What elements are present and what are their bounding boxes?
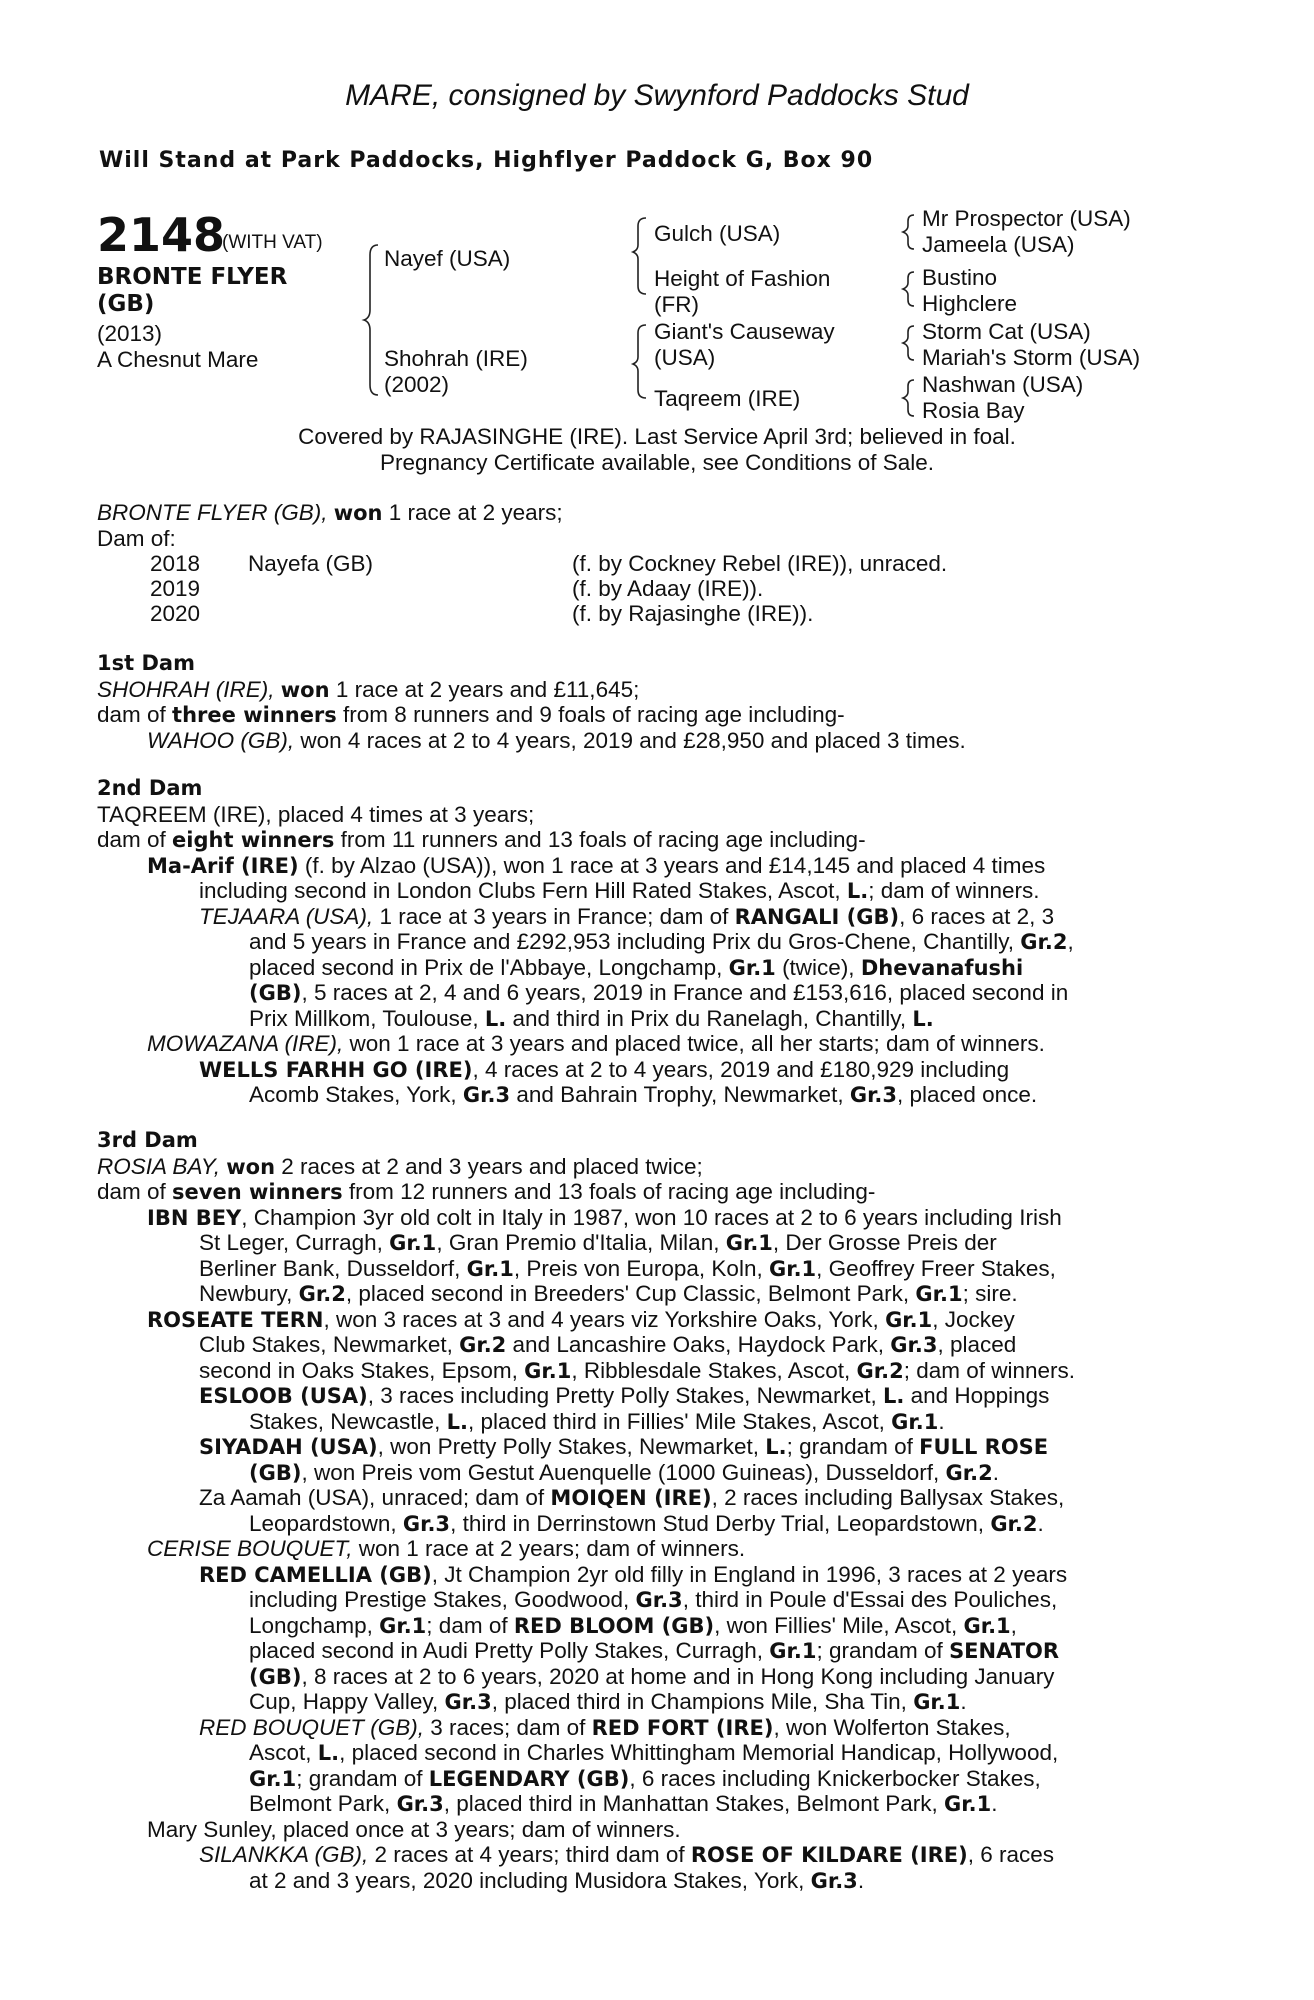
- section-heading: 1st Dam: [97, 651, 195, 675]
- produce-row: [150, 551, 200, 577]
- horse-ref: FULL ROSE: [919, 1435, 1049, 1459]
- horse-ref: CERISE BOUQUET,: [147, 1536, 353, 1561]
- grade: Gr.3: [396, 1792, 444, 1816]
- produce-detail: (f. by Cockney Rebel (IRE)), unraced.: [572, 551, 948, 576]
- text-span: ; grandam of: [296, 1765, 429, 1791]
- text-span: and third in Prix du Ranelagh, Chantilly,: [506, 1005, 913, 1031]
- gp-sds: Bustino: [922, 265, 998, 290]
- gp-dds: Nashwan (USA): [922, 372, 1084, 397]
- text-span: from 8 runners and 9 foals of racing age including-: [336, 702, 845, 727]
- text-line: [97, 827, 1197, 853]
- text-span: , placed third in Manhattan Stakes, Belmont Park,: [443, 1791, 945, 1816]
- text-line: [97, 728, 1197, 754]
- text-line: [97, 1057, 1197, 1083]
- text-span: St Leger, Curragh,: [199, 1230, 390, 1255]
- stand-line: Will Stand at Park Paddocks, Highflyer Paddock G, Box 90: [99, 148, 874, 173]
- text-span: Belmont Park,: [249, 1791, 397, 1816]
- first-dam-section: [97, 651, 1197, 753]
- text-span: ; dam of winners.: [903, 1357, 1076, 1383]
- horse-ref: MOWAZANA (IRE),: [147, 1031, 344, 1056]
- text-span: , placed third in Fillies' Mile Stakes, Ascot,: [467, 1408, 892, 1434]
- text-span: ,: [1067, 929, 1074, 954]
- text-span: , placed: [937, 1332, 1017, 1357]
- text-line: [97, 1082, 1197, 1108]
- produce-detail: (f. by Adaay (IRE)).: [572, 576, 764, 601]
- text-line: [97, 1230, 1197, 1256]
- text-span: 3 races; dam of: [424, 1714, 592, 1740]
- grade: Gr.1: [891, 1409, 939, 1434]
- text-span: , 5 races at 2, 4 and 6 years, 2019 in France and £153,616, placed second in: [301, 980, 1069, 1005]
- text-span: ; dam of: [426, 1612, 514, 1638]
- text-line: [97, 929, 1197, 955]
- horse-year: (2013): [97, 321, 163, 346]
- sire-sire: Gulch (USA): [654, 221, 781, 246]
- text-span: , 6 races including Knickerbocker Stakes,: [629, 1765, 1041, 1791]
- text-line: [97, 1638, 1197, 1664]
- grade: Gr.3: [890, 1333, 938, 1357]
- text-span: from 12 runners and 13 foals of racing age including-: [342, 1179, 876, 1204]
- grade: Gr.1: [885, 1307, 933, 1332]
- text-span: Prix Millkom, Toulouse,: [249, 1005, 485, 1031]
- text-span: from 11 runners and 13 foals of racing age including-: [334, 827, 866, 852]
- horse-name-ref: BRONTE FLYER (GB),: [97, 500, 328, 525]
- grade: Gr.3: [402, 1511, 451, 1536]
- text-span: , placed second in Charles Whittingham Memorial Handicap, Hollywood,: [339, 1740, 1059, 1765]
- grade: L.: [446, 1409, 468, 1434]
- text-line: [97, 1307, 1197, 1333]
- horse-ref: RED CAMELLIA (GB): [199, 1562, 432, 1587]
- text-span: ,: [1010, 1612, 1017, 1638]
- grade: Gr.2: [1020, 930, 1068, 954]
- dam-year: (2002): [384, 372, 450, 397]
- text-line: [97, 1332, 1197, 1358]
- text-span: at 2 and 3 years, 2020 including Musidora Stakes, York,: [249, 1867, 811, 1893]
- text-line: [97, 1664, 1197, 1690]
- text-span: , Champion 3yr old colt in Italy in 1987, won 10 races at 2 to 6 years including Irish: [241, 1204, 1062, 1230]
- grade: Gr.2: [459, 1333, 507, 1357]
- text-span: 2 races at 4 years; third dam of: [368, 1842, 691, 1867]
- grade: Gr.1: [524, 1358, 572, 1383]
- grade: Gr.2: [990, 1511, 1038, 1536]
- winners-count: eight winners: [172, 828, 335, 852]
- text-span: 1 race at 3 years in France; dam of: [373, 903, 735, 929]
- text-span: including second in London Clubs Fern Hill Rated Stakes, Ascot,: [199, 878, 847, 903]
- dam-dam: Taqreem (IRE): [654, 386, 801, 411]
- grade: Gr.3: [462, 1083, 511, 1107]
- horse-ref: SIYADAH (USA): [199, 1435, 378, 1459]
- text-span: Ascot,: [249, 1740, 318, 1765]
- text-span: won 4 races at 2 to 4 years, 2019 and £28,950 and placed 3 times.: [294, 727, 966, 753]
- text-line: [97, 1842, 1197, 1868]
- text-span: , won 3 races at 3 and 4 years viz Yorkshire Oaks, York,: [323, 1306, 886, 1332]
- text-span: , 8 races at 2 to 6 years, 2020 at home and in Hong Kong including January: [301, 1663, 1055, 1689]
- pregnancy-line: Pregnancy Certificate available, see Conditions of Sale.: [379, 450, 935, 475]
- text-span: including Prestige Stakes, Goodwood,: [249, 1587, 636, 1612]
- grade: Gr.1: [768, 1256, 817, 1281]
- text-span: , Der Grosse Preis der: [772, 1230, 997, 1255]
- horse-ref: (GB): [249, 1664, 302, 1689]
- horse-ref: Ma-Arif (IRE): [147, 853, 299, 878]
- text-span: , won Wolferton Stakes,: [773, 1714, 1011, 1740]
- text-span: .: [1037, 1510, 1044, 1536]
- text-span: Acomb Stakes, York,: [249, 1082, 463, 1107]
- sire-name: Nayef (USA): [384, 246, 511, 271]
- grade: Gr.1: [389, 1231, 437, 1255]
- produce-row: [150, 576, 200, 602]
- dam-sire-line1: Giant's Causeway: [654, 319, 835, 344]
- third-dam-section: [97, 1128, 1197, 1893]
- text-line: [97, 677, 1197, 703]
- text-line: [97, 1179, 1197, 1205]
- grade: L.: [846, 879, 869, 903]
- horse-ref: RED BLOOM (GB): [513, 1613, 715, 1638]
- section-heading: 2nd Dam: [97, 776, 203, 800]
- produce-year: 2020: [150, 601, 201, 626]
- produce-year: 2019: [150, 576, 201, 601]
- text-line: [97, 1511, 1197, 1537]
- horse-ref: WELLS FARHH GO (IRE): [199, 1057, 473, 1082]
- text-line: [97, 1154, 1197, 1180]
- grade: Gr.3: [810, 1868, 858, 1893]
- text-line: [97, 1434, 1197, 1460]
- horse-ref: RED FORT (IRE): [591, 1715, 774, 1740]
- grade: Gr.2: [856, 1358, 904, 1383]
- text-span: Cup, Happy Valley,: [249, 1689, 445, 1714]
- grade: L.: [484, 1006, 507, 1031]
- text-span: , 4 races at 2 to 4 years, 2019 and £180,929 including: [472, 1056, 1010, 1082]
- text-span: ; dam of winners.: [868, 878, 1040, 903]
- text-line: [97, 1031, 1197, 1057]
- gp-ddd: Rosia Bay: [922, 398, 1025, 423]
- text-line: [97, 1613, 1197, 1639]
- text-line: [97, 1868, 1197, 1894]
- text-span: 1 race at 2 years and £11,645;: [329, 676, 640, 702]
- grade: Gr.1: [466, 1256, 514, 1281]
- text-line: [97, 878, 1197, 904]
- grade: Gr.1: [379, 1613, 427, 1638]
- text-span: and Bahrain Trophy, Newmarket,: [510, 1082, 850, 1107]
- horse-ref: ROSEATE TERN: [147, 1307, 324, 1332]
- grade: Gr.2: [945, 1460, 993, 1485]
- text-span: , Preis von Europa, Koln,: [513, 1255, 769, 1281]
- text-span: , placed once.: [897, 1082, 1038, 1107]
- text-span: won 1 race at 3 years and placed twice, all her starts; dam of winners.: [343, 1031, 1045, 1056]
- text-span: .: [992, 1459, 1000, 1485]
- lot-number: 2148: [97, 208, 226, 262]
- text-line: [97, 1281, 1197, 1307]
- grade: Gr.1: [944, 1792, 992, 1816]
- text-line: [97, 1460, 1197, 1486]
- horse-ref: ROSIA BAY,: [97, 1153, 220, 1179]
- text-line: [97, 1587, 1197, 1613]
- text-span: (twice),: [775, 954, 861, 980]
- gp-sdd: Highclere: [922, 291, 1018, 316]
- grade: Gr.3: [444, 1690, 492, 1714]
- grade: Gr.1: [249, 1766, 297, 1791]
- produce-intro: [97, 500, 563, 527]
- text-span: ; sire.: [962, 1281, 1018, 1306]
- text-span: , Jockey: [932, 1306, 1015, 1332]
- horse-ref: IBN BEY: [147, 1205, 242, 1230]
- horse-ref: LEGENDARY (GB): [428, 1766, 630, 1791]
- text-span: Stakes, Newcastle,: [249, 1408, 447, 1434]
- grade: L.: [317, 1741, 340, 1765]
- text-line: [97, 702, 1197, 728]
- grade: Gr.3: [849, 1083, 898, 1107]
- text-span: , Ribblesdale Stakes, Ascot,: [571, 1357, 857, 1383]
- text-span: , 6 races at 2, 3: [899, 903, 1055, 929]
- text-line: [97, 1256, 1197, 1282]
- text-span: .: [960, 1689, 967, 1714]
- text-span: 2 races at 2 and 3 years and placed twice;: [275, 1153, 703, 1179]
- text-span: placed second in Prix de l'Abbaye, Longchamp,: [249, 954, 729, 980]
- dam-sire-line2: (USA): [654, 345, 716, 370]
- dam-of-label: Dam of:: [97, 526, 176, 551]
- text-span: .: [991, 1791, 998, 1816]
- text-span: and Hoppings: [904, 1383, 1050, 1408]
- second-dam-section: [97, 776, 1197, 1108]
- text-line: [97, 904, 1197, 930]
- grade: L.: [882, 1384, 905, 1408]
- text-span: , 2 races including Ballysax Stakes,: [711, 1485, 1065, 1510]
- horse-ref: (GB): [249, 1460, 302, 1485]
- produce-name: Nayefa (GB): [248, 551, 374, 576]
- text-span: Club Stakes, Newmarket,: [199, 1332, 460, 1357]
- grade: Gr.1: [728, 955, 776, 980]
- winners-count: seven winners: [172, 1180, 343, 1204]
- text-span: .: [938, 1408, 945, 1434]
- gp-ssd: Jameela (USA): [922, 232, 1075, 257]
- text-span: second in Oaks Stakes, Epsom,: [199, 1357, 525, 1383]
- horse-ref: RED BOUQUET (GB),: [199, 1714, 425, 1740]
- covered-line: Covered by RAJASINGHE (IRE). Last Service April 3rd; believed in foal.: [298, 424, 1016, 449]
- horse-ref: TEJAARA (USA),: [199, 903, 374, 929]
- text-line: [97, 1740, 1197, 1766]
- grade: Gr.1: [915, 1282, 963, 1306]
- section-heading: 3rd Dam: [97, 1128, 198, 1152]
- text-span: ; grandam of: [786, 1434, 920, 1459]
- text-span: .: [857, 1867, 865, 1893]
- text-span: dam of: [97, 1179, 173, 1204]
- grade: Gr.1: [769, 1639, 817, 1663]
- horse-name-line1: BRONTE FLYER: [97, 264, 288, 290]
- won-label: won: [226, 1154, 276, 1179]
- grade: Gr.1: [725, 1231, 773, 1255]
- grade: L.: [765, 1435, 787, 1459]
- winners-count: three winners: [172, 703, 337, 727]
- text-line: [97, 1766, 1197, 1792]
- text-line: TAQREEM (IRE), placed 4 times at 3 years;: [97, 801, 535, 827]
- text-span: , 6 races: [967, 1842, 1054, 1867]
- text-span: (f. by Alzao (USA)), won 1 race at 3 years and £14,145 and placed 4 times: [298, 852, 1046, 878]
- grade: Gr.3: [635, 1588, 683, 1612]
- text-span: placed second in Audi Pretty Polly Stakes, Curragh,: [249, 1638, 770, 1663]
- dam-name: Shohrah (IRE): [384, 346, 528, 371]
- text-line: [97, 1715, 1197, 1741]
- text-line: Mary Sunley, placed once at 3 years; dam of winners.: [147, 1816, 681, 1842]
- text-span: , Jt Champion 2yr old filly in England in 1996, 3 races at 2 years: [431, 1561, 1068, 1587]
- sire-dam-line1: Height of Fashion: [654, 266, 831, 291]
- page-title: MARE, consigned by Swynford Paddocks Stud: [345, 79, 969, 112]
- text-span: , 3 races including Pretty Polly Stakes, Newmarket,: [367, 1383, 883, 1408]
- text-line: [97, 853, 1197, 879]
- text-line: [97, 1689, 1197, 1715]
- grade: Gr.1: [963, 1613, 1011, 1638]
- vat-label: (WITH VAT): [222, 232, 323, 253]
- produce-row: [150, 601, 200, 627]
- horse-ref: MOIQEN (IRE): [550, 1486, 712, 1510]
- sire-dam-line2: (FR): [654, 292, 699, 317]
- horse-description: A Chesnut Mare: [97, 347, 259, 372]
- text-span: won 1 race at 2 years; dam of winners.: [352, 1536, 746, 1561]
- text-line: [97, 1358, 1197, 1384]
- text-span: , third in Poule d'Essai des Pouliches,: [682, 1587, 1058, 1612]
- text-line: [97, 1536, 1197, 1562]
- won-label: won: [333, 501, 383, 525]
- text-span: , won Fillies' Mile, Ascot,: [714, 1612, 964, 1638]
- text-line: [97, 1006, 1197, 1032]
- text-span: , placed second in Breeders' Cup Classic, Belmont Park,: [345, 1281, 916, 1306]
- horse-ref: Dhevanafushi: [860, 955, 1024, 980]
- horse-ref: RANGALI (GB): [734, 904, 900, 929]
- text-line: [97, 1791, 1197, 1817]
- intro-text: 1 race at 2 years;: [382, 500, 563, 525]
- text-line: [97, 1485, 1197, 1511]
- text-span: , placed third in Champions Mile, Sha Tin,: [491, 1689, 914, 1714]
- produce-year: 2018: [150, 551, 201, 576]
- won-label: won: [280, 677, 330, 702]
- horse-name-line2: (GB): [97, 291, 155, 317]
- text-span: Berliner Bank, Dusseldorf,: [199, 1255, 467, 1281]
- text-span: , third in Derrinstown Stud Derby Trial, Leopardstown,: [450, 1510, 991, 1536]
- text-span: dam of: [97, 827, 173, 852]
- horse-ref: ESLOOB (USA): [199, 1384, 368, 1408]
- text-span: Za Aamah (USA), unraced; dam of: [199, 1485, 551, 1510]
- text-line: [97, 1409, 1197, 1435]
- horse-ref: ROSE OF KILDARE (IRE): [690, 1843, 968, 1867]
- produce-detail: (f. by Rajasinghe (IRE)).: [572, 601, 814, 626]
- text-span: Leopardstown,: [249, 1510, 403, 1536]
- horse-ref: SENATOR: [949, 1639, 1060, 1663]
- text-line: [97, 1205, 1197, 1231]
- text-line: [97, 1562, 1197, 1588]
- text-span: , won Preis vom Gestut Auenquelle (1000 Guineas), Dusseldorf,: [301, 1459, 946, 1485]
- grade: Gr.1: [913, 1690, 961, 1714]
- text-span: dam of: [97, 702, 173, 727]
- text-span: , won Pretty Polly Stakes, Newmarket,: [377, 1434, 766, 1459]
- gp-sss: Mr Prospector (USA): [922, 206, 1131, 231]
- horse-ref: SILANKKA (GB),: [199, 1842, 369, 1867]
- horse-ref: (GB): [249, 981, 302, 1005]
- gp-dss: Storm Cat (USA): [922, 319, 1091, 344]
- text-span: and 5 years in France and £292,953 including Prix du Gros-Chene, Chantilly,: [249, 929, 1021, 954]
- grade: L.: [912, 1006, 934, 1031]
- text-span: Longchamp,: [249, 1612, 380, 1638]
- text-span: Newbury,: [199, 1281, 299, 1306]
- text-span: , Gran Premio d'Italia, Milan,: [436, 1230, 726, 1255]
- text-span: ; grandam of: [816, 1638, 950, 1663]
- text-line: [97, 955, 1197, 981]
- text-span: and Lancashire Oaks, Haydock Park,: [506, 1332, 891, 1357]
- grade: Gr.2: [298, 1282, 346, 1306]
- horse-ref: WAHOO (GB),: [147, 727, 295, 753]
- text-line: [97, 1383, 1197, 1409]
- text-span: , Geoffrey Freer Stakes,: [816, 1255, 1056, 1281]
- horse-ref: SHOHRAH (IRE),: [97, 676, 275, 702]
- text-line: [97, 980, 1197, 1006]
- gp-dsd: Mariah's Storm (USA): [922, 345, 1141, 370]
